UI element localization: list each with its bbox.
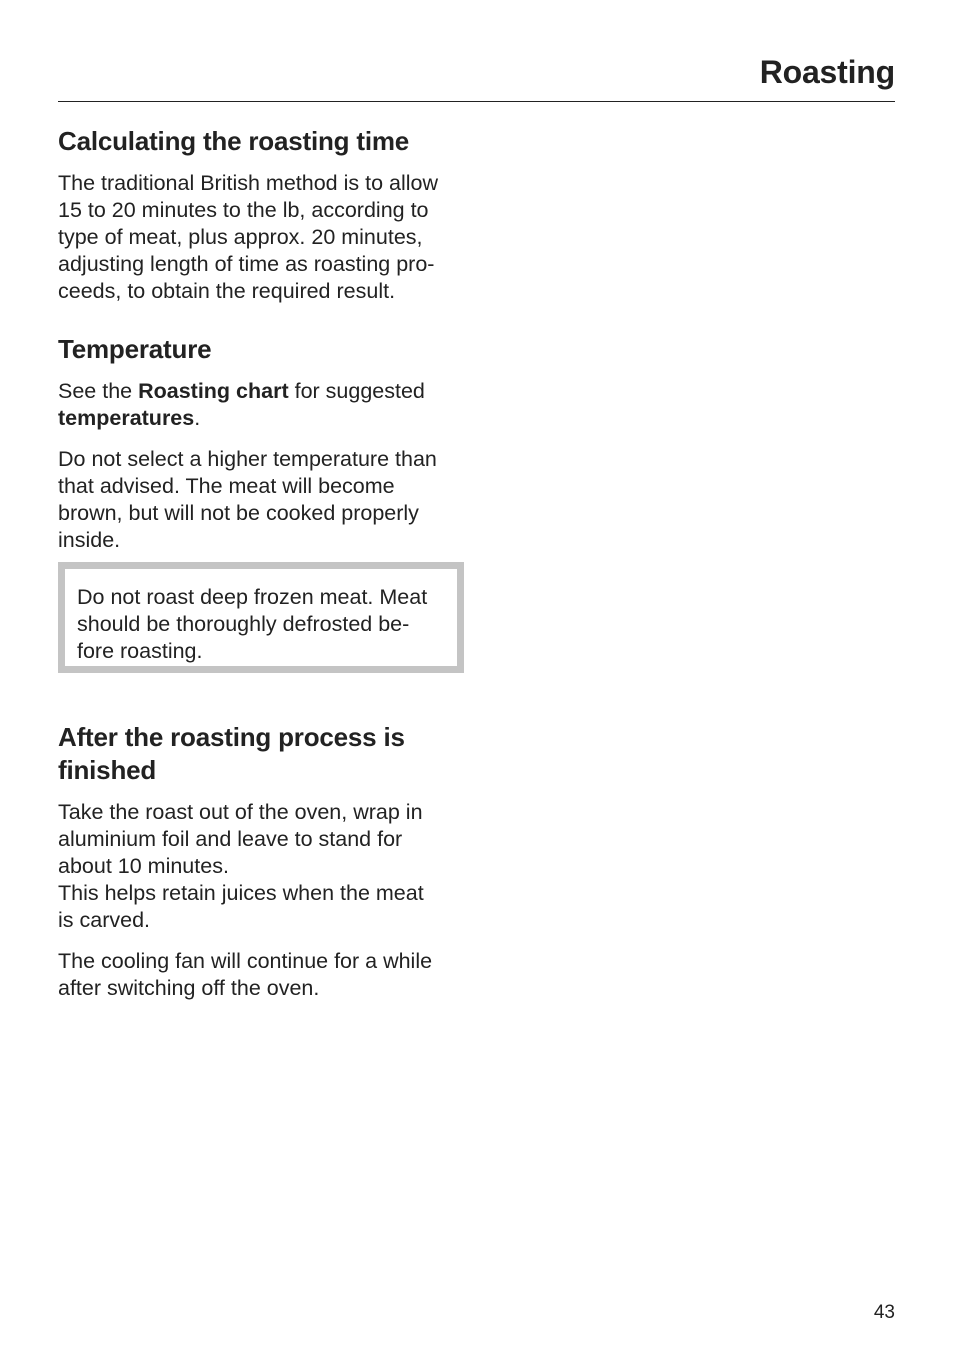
text-line: The cooling fan will continue for a while [58, 949, 433, 973]
heading-line: finished [58, 755, 157, 785]
temperature-heading: Temperature [58, 334, 212, 364]
text-line: adjusting length of time as roasting pro- [58, 252, 435, 276]
page-title: Roasting [759, 54, 895, 90]
after-paragraph [58, 799, 468, 934]
text-line: after switching off the oven. [58, 976, 320, 1000]
text-line: The traditional British method is to allow [58, 171, 439, 195]
text-line: fore roasting. [77, 639, 203, 663]
calc-paragraph [58, 170, 468, 305]
text-line [58, 405, 468, 432]
text-line: about 10 minutes. [58, 854, 229, 878]
see-prefix: See the [58, 379, 139, 403]
text-line: type of meat, plus approx. 20 minutes, [58, 225, 423, 249]
see-mid: for suggested [288, 379, 425, 403]
frozen-meat-notice-box [58, 562, 464, 673]
temperature-warning [58, 446, 468, 554]
text-line: brown, but will not be cooked properly [58, 501, 419, 525]
see-suffix: . [194, 406, 201, 430]
heading-line: After the roasting process is [58, 722, 405, 752]
temperature-reference [58, 378, 468, 432]
calc-heading: Calculating the roasting time [58, 126, 410, 156]
text-line [58, 378, 468, 405]
text-line: is carved. [58, 908, 151, 932]
text-line: that advised. The meat will become [58, 474, 395, 498]
text-line: 15 to 20 minutes to the lb, according to [58, 198, 429, 222]
notice-text [77, 584, 457, 665]
temperatures-term: temperatures [58, 406, 195, 430]
text-line: ceeds, to obtain the required result. [58, 279, 396, 303]
text-line: should be thoroughly defrosted be- [77, 612, 410, 636]
text-line: aluminium foil and leave to stand for [58, 827, 403, 851]
cooling-fan-paragraph [58, 948, 468, 1002]
text-line: inside. [58, 528, 121, 552]
after-heading [58, 721, 405, 787]
text-line: Do not select a higher temperature than [58, 447, 437, 471]
page-number: 43 [873, 1302, 895, 1323]
page-header [58, 50, 895, 102]
text-line: Do not roast deep frozen meat. Meat [77, 585, 428, 609]
text-line: This helps retain juices when the meat [58, 881, 424, 905]
roasting-chart-reference: Roasting chart [138, 379, 289, 403]
text-line: Take the roast out of the oven, wrap in [58, 800, 423, 824]
